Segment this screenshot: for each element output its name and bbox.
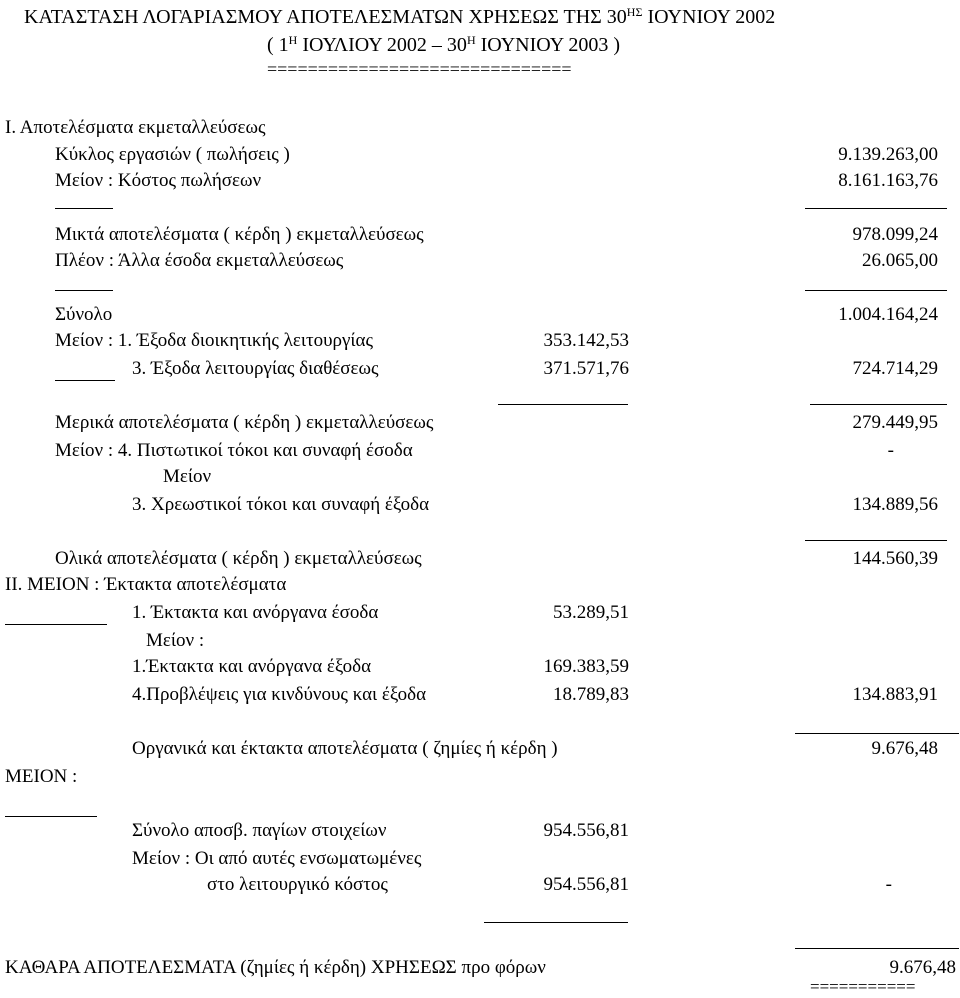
partial-results-label: Μερικά αποτελέσματα ( κέρδη ) εκμεταλλεύσεως	[55, 412, 434, 433]
gross-profit-value: 978.099,24	[852, 224, 938, 245]
provisions-label: 4.Προβλέψεις για κινδύνους και έξοδα	[132, 684, 427, 705]
interest-expense-value: 134.889,56	[852, 494, 938, 515]
section-2-heading: ΙΙ. ΜΕΙΟΝ : Έκτακτα αποτελέσματα	[5, 574, 287, 595]
report-title: ΚΑΤΑΣΤΑΣΗ ΛΟΓΑΡΙΑΣΜΟΥ ΑΠΟΤΕΛΕΣΜΑΤΩΝ ΧΡΗΣΕΩΣ ΤΗΣ $30^{H\Sigma}$ ΙΟΥΝΙΟΥ 2002	[24, 5, 776, 28]
report-period: ( $1^H$ ΙΟΥΛΙΟΥ $2002 - 30^H$ ΙΟΥΝΙΟΥ 2003 )	[267, 33, 621, 56]
less-label: Μείον	[163, 466, 212, 487]
less-label: Μείον :	[146, 630, 205, 651]
organic-results-value: 9.676,48	[871, 738, 938, 759]
other-income-label: Πλέον : Άλλα έσοδα εκμεταλλεύσεως	[55, 250, 344, 271]
interest-income-label: Μείον : 4. Πιστωτικοί τόκοι και συναφή έσοδα	[55, 440, 413, 461]
underline	[795, 733, 959, 734]
underline	[55, 380, 115, 381]
underline	[55, 290, 113, 291]
underline	[805, 290, 947, 291]
underline	[810, 404, 947, 405]
underline	[55, 208, 113, 209]
underline	[5, 624, 107, 625]
extra-income-value: 53.289,51	[553, 602, 629, 623]
less-heading: ΜΕΙΟΝ :	[5, 766, 78, 787]
turnover-label: Κύκλος εργασιών ( πωλήσεις )	[55, 144, 290, 165]
cost-of-sales-value: 8.161.163,76	[838, 170, 938, 191]
underline	[805, 540, 947, 541]
extraordinary-total: 134.883,91	[852, 684, 938, 705]
cost-of-sales-label: Μείον : Κόστος πωλήσεων	[55, 170, 262, 191]
operating-results-label: Ολικά αποτελέσματα ( κέρδη ) εκμεταλλεύσεως	[55, 548, 422, 569]
section-1-heading: Ι. Αποτελέσματα εκμεταλλεύσεως	[5, 117, 266, 138]
net-results-value: 9.676,48	[889, 957, 956, 978]
partial-results-value: 279.449,95	[852, 412, 938, 433]
interest-expense-label: 3. Χρεωστικοί τόκοι και συναφή έξοδα	[132, 494, 430, 515]
operating-expenses-total: 724.714,29	[852, 358, 938, 379]
total-label: Σύνολο	[55, 304, 113, 325]
extra-income-label: 1. Έκτακτα και ανόργανα έσοδα	[132, 602, 379, 623]
underline	[484, 922, 628, 923]
total-value: 1.004.164,24	[838, 304, 938, 325]
gross-profit-label: Μικτά αποτελέσματα ( κέρδη ) εκμεταλλεύσεως	[55, 224, 424, 245]
selling-expenses-value: 371.571,76	[543, 358, 629, 379]
organic-results-label: Οργανικά και έκτακτα αποτελέσματα ( ζημίες ή κέρδη )	[132, 738, 558, 759]
depreciation-label: Σύνολο αποσβ. παγίων στοιχείων	[132, 820, 387, 841]
underline	[498, 404, 628, 405]
depreciation-net-value: -	[885, 874, 892, 895]
provisions-value: 18.789,83	[553, 684, 629, 705]
included-depreciation-value: 954.556,81	[543, 874, 629, 895]
turnover-value: 9.139.263,00	[838, 144, 938, 165]
other-income-value: 26.065,00	[862, 250, 938, 271]
selling-expenses-label: 3. Έξοδα λειτουργίας διαθέσεως	[132, 358, 379, 379]
interest-income-value: -	[887, 440, 894, 461]
final-separator: ===========	[810, 977, 916, 996]
net-results-label: ΚΑΘΑΡΑ ΑΠΟΤΕΛΕΣΜΑΤΑ (ζημίες ή κέρδη) ΧΡΗΣΕΩΣ προ φόρων	[5, 957, 546, 978]
admin-expenses-value: 353.142,53	[543, 330, 629, 351]
included-depreciation-label-1: Μείον : Οι από αυτές ενσωματωμένες	[132, 848, 422, 869]
operating-results-value: 144.560,39	[852, 548, 938, 569]
extra-expense-label: 1.Έκτακτα και ανόργανα έξοδα	[132, 656, 372, 677]
depreciation-value: 954.556,81	[543, 820, 629, 841]
extra-expense-value: 169.383,59	[543, 656, 629, 677]
underline	[795, 948, 959, 949]
title-separator: ==============================	[267, 59, 572, 79]
underline	[5, 816, 97, 817]
admin-expenses-label: Μείον : 1. Έξοδα διοικητικής λειτουργίας	[55, 330, 373, 351]
included-depreciation-label-2: στο λειτουργικό κόστος	[207, 874, 388, 895]
underline	[805, 208, 947, 209]
